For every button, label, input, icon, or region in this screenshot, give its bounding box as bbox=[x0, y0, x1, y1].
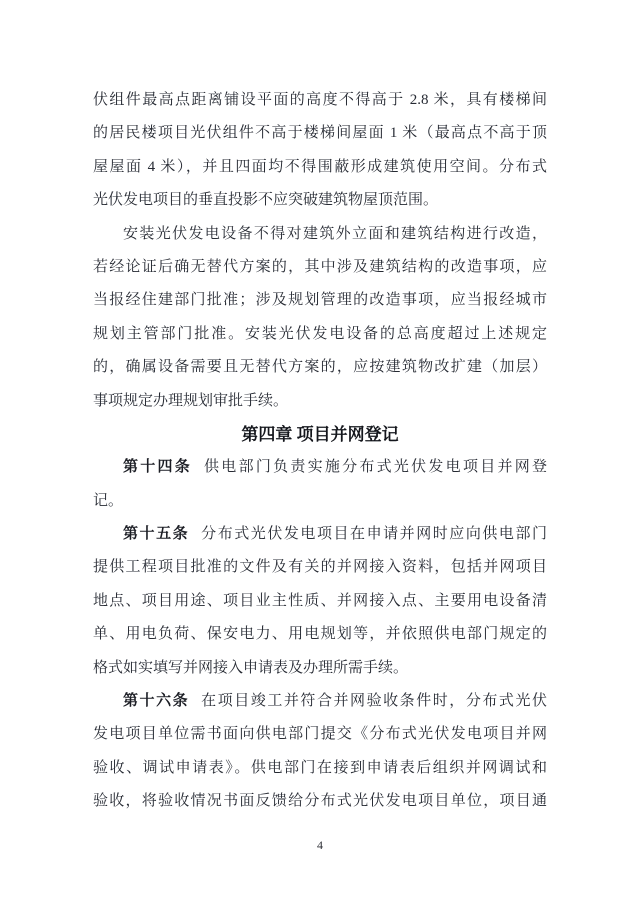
text-line bbox=[93, 718, 547, 751]
text-line bbox=[93, 184, 547, 217]
line-text: 第四章 项目并网登记 bbox=[241, 424, 399, 444]
text-line bbox=[93, 318, 547, 351]
page-number: 4 bbox=[317, 838, 323, 852]
text-line bbox=[93, 351, 547, 384]
text-line bbox=[93, 385, 547, 418]
text-line bbox=[93, 785, 547, 818]
line-text: 分布式光伏发电项目在申请并网时应向供电部门 bbox=[201, 526, 547, 543]
text-line bbox=[93, 84, 547, 117]
text-block bbox=[93, 84, 547, 819]
text-line bbox=[93, 218, 547, 251]
text-line bbox=[93, 585, 547, 618]
article-number: 第十五条 bbox=[123, 526, 190, 543]
text-line bbox=[93, 151, 547, 184]
line-text: 事项规定办理规划审批手续。 bbox=[93, 392, 289, 409]
text-line bbox=[93, 518, 547, 551]
line-text: 格式如实填写并网接入申请表及办理所需手续。 bbox=[93, 659, 409, 676]
text-line bbox=[93, 618, 547, 651]
line-text: 安装光伏发电设备不得对建筑外立面和建筑结构进行改造， bbox=[123, 225, 547, 242]
line-text: 提供工程项目批准的文件及有关的并网接入资料，包括并网项目 bbox=[93, 559, 547, 576]
chapter-heading bbox=[93, 418, 547, 451]
text-line bbox=[93, 485, 547, 518]
line-text: 的，确属设备需要且无替代方案的，应按建筑物改扩建（加层） bbox=[93, 359, 547, 376]
line-text: 单、用电负荷、保安电力、用电规划等，并依照供电部门规定的 bbox=[93, 626, 547, 643]
text-line bbox=[93, 117, 547, 150]
text-line bbox=[93, 551, 547, 584]
text-line bbox=[93, 652, 547, 685]
text-line bbox=[93, 685, 547, 718]
line-text: 发电项目单位需书面向供电部门提交《分布式光伏发电项目并网 bbox=[93, 726, 547, 743]
line-text: 验收、调试申请表》。供电部门在接到申请表后组织并网调试和 bbox=[93, 759, 547, 776]
line-text: 若经论证后确无替代方案的，其中涉及建筑结构的改造事项，应 bbox=[93, 258, 547, 275]
line-text: 的居民楼项目光伏组件不高于楼梯间屋面 1 米（最高点不高于顶 bbox=[93, 125, 547, 142]
line-text: 供电部门负责实施分布式光伏发电项目并网登 bbox=[204, 459, 547, 476]
text-line bbox=[93, 284, 547, 317]
line-text: 光伏发电项目的垂直投影不应突破建筑物屋顶范围。 bbox=[93, 192, 439, 209]
article-number: 第十四条 bbox=[123, 459, 193, 476]
line-text: 验收，将验收情况书面反馈给分布式光伏发电项目单位，项目通 bbox=[93, 793, 547, 810]
line-text: 在项目竣工并符合并网验收条件时，分布式光伏 bbox=[201, 693, 547, 710]
text-line bbox=[93, 752, 547, 785]
line-text: 记。 bbox=[93, 492, 124, 509]
text-line bbox=[93, 451, 547, 484]
page-footer bbox=[0, 837, 640, 853]
text-line bbox=[93, 251, 547, 284]
line-text: 屋屋面 4 米），并且四面均不得围蔽形成建筑使用空间。分布式 bbox=[93, 158, 547, 175]
article-number: 第十六条 bbox=[123, 693, 190, 710]
line-text: 地点、项目用途、项目业主性质、并网接入点、主要用电设备清 bbox=[93, 592, 547, 609]
line-text: 伏组件最高点距离铺设平面的高度不得高于 2.8 米，具有楼梯间 bbox=[93, 92, 547, 108]
line-text: 规划主管部门批准。安装光伏发电设备的总高度超过上述规定 bbox=[93, 325, 547, 342]
line-text: 当报经住建部门批准；涉及规划管理的改造事项，应当报经城市 bbox=[93, 292, 547, 309]
